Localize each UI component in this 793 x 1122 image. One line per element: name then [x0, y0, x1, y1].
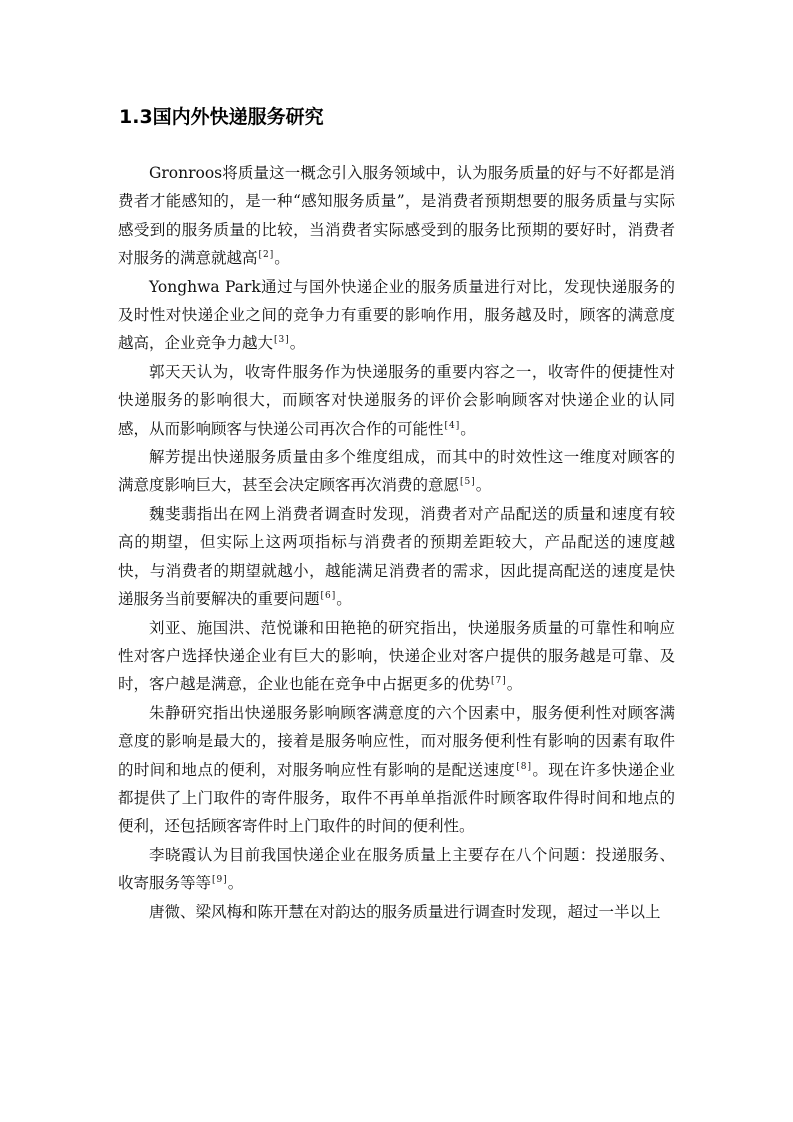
paragraph	[118, 614, 675, 699]
citation-ref: [8]	[516, 761, 532, 772]
paragraph	[118, 898, 675, 926]
paragraph	[118, 699, 675, 841]
paragraph	[118, 358, 675, 443]
paragraph-tail: 。	[506, 675, 523, 694]
paragraph-tail: 。现在许多快递企业都提供了上门取件的寄件服务，取件不再单单指派件时顾客取件得时间和地点的便利，还包括顾客寄件时上门取件的时间的便利性。	[118, 760, 675, 836]
paragraph	[118, 841, 675, 898]
citation-ref: [4]	[444, 420, 461, 431]
paragraph-tail: 。	[227, 874, 244, 893]
section-heading: 1.3国内外快递服务研究	[119, 106, 324, 128]
paragraph	[118, 273, 675, 358]
paragraph	[118, 500, 675, 614]
citation-ref	[661, 904, 662, 914]
paragraph-text: 李晓霞认为目前我国快递企业在服务质量上主要存在八个问题：投递服务、收寄服务等等	[118, 845, 675, 893]
citation-ref: [7]	[491, 676, 507, 687]
citation-ref: [3]	[274, 335, 290, 346]
paragraph	[118, 443, 675, 500]
paragraph-tail: 。	[460, 419, 476, 438]
paragraph-text: 刘亚、施国洪、范悦谦和田艳艳的研究指出，快递服务质量的可靠性和响应性对客户选择快递企业有巨大的影响，快递企业对客户提供的服务越是可靠、及时，客户越是满意，企业也能在竞争中占据更多的优势	[118, 618, 675, 694]
paragraph-text: 解芳提出快递服务质量由多个维度组成，而其中的时效性这一维度对顾客的满意度影响巨大，甚至会决定顾客再次消费的意愿	[118, 448, 675, 495]
paragraph-text: 唐微、梁风梅和陈开慧在对韵达的服务质量进行调查时发现，超过一半以上	[149, 902, 661, 921]
citation-ref: [5]	[460, 477, 476, 488]
paragraph-tail: 。	[274, 249, 290, 268]
paragraph-text: Gronroos将质量这一概念引入服务领域中，认为服务质量的好与不好都是消费者才能感知的，是一种“感知服务质量”，是消费者预期想要的服务质量与实际感受到的服务质量的比较，当消费者实际感受到的服务比预期的要好时，消费者对服务的满意就越高	[118, 164, 675, 268]
paragraph-text: Yonghwa Park通过与国外快递企业的服务质量进行对比，发现快递服务的及时性对快递企业之间的竞争力有重要的影响作用，服务越及时，顾客的满意度越高，企业竞争力越大	[118, 277, 675, 353]
citation-ref: [2]	[258, 250, 275, 261]
paragraph	[118, 159, 675, 273]
paragraph-tail: 。	[475, 476, 492, 495]
paragraph-tail: 。	[289, 334, 306, 353]
citation-ref: [9]	[212, 875, 228, 886]
body-text	[118, 159, 675, 926]
paragraph-text: 朱静研究指出快递服务影响顾客满意度的六个因素中，服务便利性对顾客满意度的影响是最大的，接着是服务响应性，而对服务便利性有影响的因素有取件的时间和地点的便利，对服务响应性有影响的是配送速度	[118, 703, 675, 779]
paragraph-text: 魏斐翡指出在网上消费者调查时发现，消费者对产品配送的质量和速度有较高的期望，但实际上这两项指标与消费者的预期差距较大，产品配送的速度越快，与消费者的期望就越小，越能满足消费者的需求，因此提高配送的速度是快递服务当前要解决的重要问题	[118, 504, 675, 609]
citation-ref: [6]	[320, 591, 337, 602]
paragraph-tail: 。	[336, 590, 352, 609]
paragraph-text: 郭天天认为，收寄件服务作为快递服务的重要内容之一，收寄件的便捷性对快递服务的影响很大，而顾客对快递服务的评价会影响顾客对快递企业的认同感，从而影响顾客与快递公司再次合作的可能性	[118, 362, 675, 438]
